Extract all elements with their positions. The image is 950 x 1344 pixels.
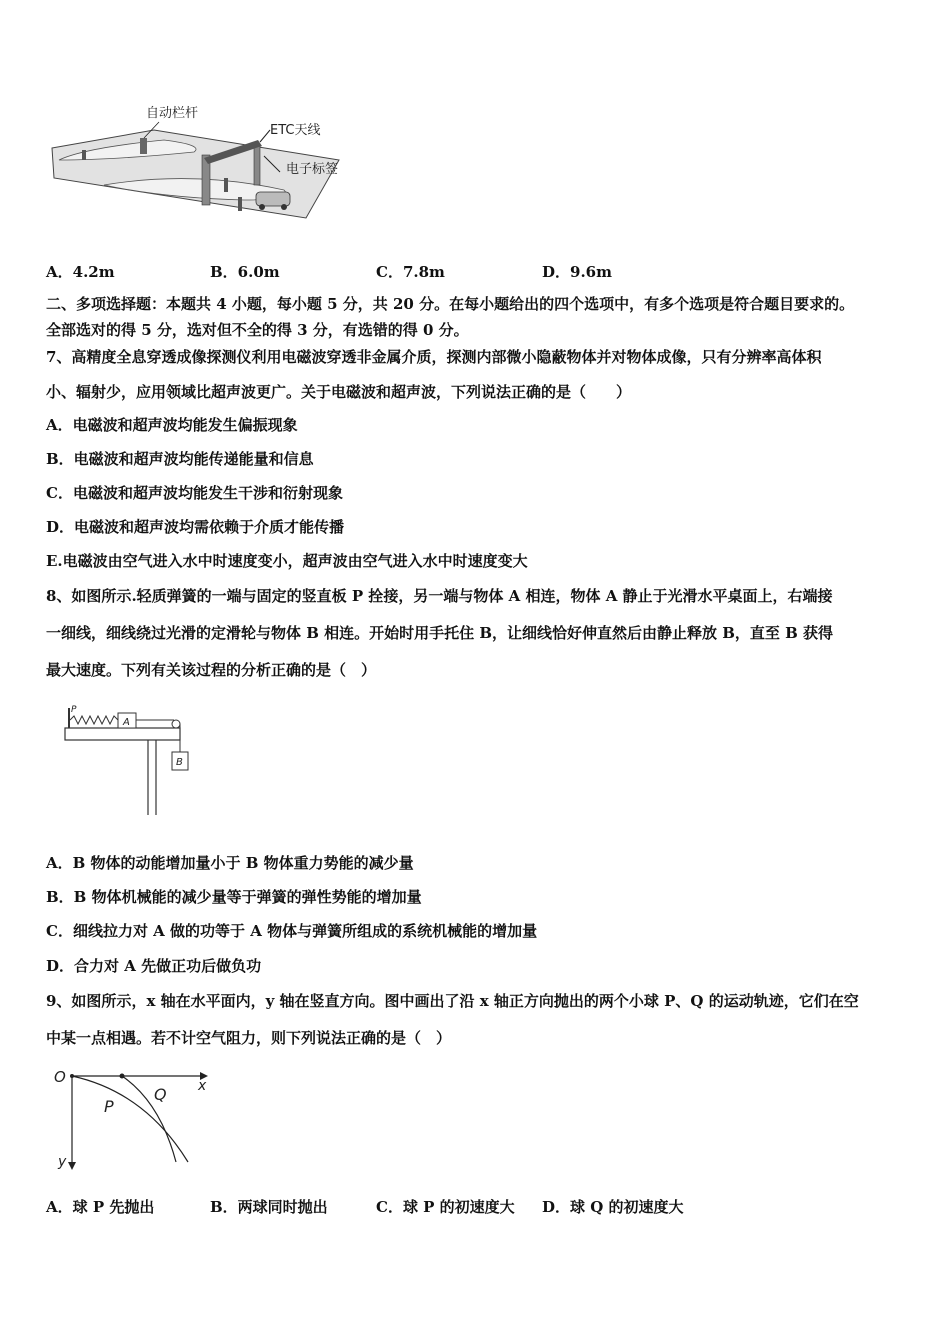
label-x: x [198,1078,207,1094]
q6-option-c: C．7.8m [376,263,445,281]
q7-option-b: B．电磁波和超声波均能传递能量和信息 [46,450,314,468]
label-p: P [71,705,77,715]
q9-option-d: D．球 Q 的初速度大 [542,1198,684,1216]
trajectory-p [72,1076,188,1162]
q8-stem-line2: 一细线，细线绕过光滑的定滑轮与物体 B 相连。开始时用手托住 B，让细线恰好伸直然后由静止释放 B，直至 B 获得 [46,624,834,642]
q9-option-a: A．球 P 先抛出 [46,1198,155,1216]
label-b: B [176,757,183,768]
q7-option-e: E.电磁波由空气进入水中时速度变小，超声波由空气进入水中时速度变大 [46,552,528,570]
label-a: A [123,717,130,728]
q6-option-b: B．6.0m [210,263,280,281]
label-antenna: ETC天线 [270,123,321,138]
q8-option-c: C．细线拉力对 A 做的功等于 A 物体与弹簧所组成的系统机械能的增加量 [46,922,538,940]
etc-toll-figure [44,100,344,220]
q-start-point [120,1074,125,1079]
q6-option-d: D．9.6m [542,263,612,281]
q7-option-d: D．电磁波和超声波均需依赖于介质才能传播 [46,518,345,536]
spring-pulley-figure [60,700,200,820]
q7-stem-line2: 小、辐射少，应用领域比超声波更广。关于电磁波和超声波，下列说法正确的是（ ） [46,383,632,401]
q7-option-c: C．电磁波和超声波均能发生干涉和衍射现象 [46,484,343,502]
label-barrier: 自动栏杆 [146,106,199,121]
q8-stem-line1: 8、如图所示.轻质弹簧的一端与固定的竖直板 P 拴接，另一端与物体 A 相连，物体 A 静止于光滑水平桌面上，右端接 [46,587,833,605]
trajectory-q [122,1076,176,1162]
label-y: y [58,1154,67,1170]
q8-stem-line3: 最大速度。下列有关该过程的分析正确的是（ ） [46,661,377,679]
projectile-figure [50,1062,220,1174]
q9-stem-line1: 9、如图所示，x 轴在水平面内，y 轴在竖直方向。图中画出了沿 x 轴正方向抛出的两个小球 P、Q 的运动轨迹，它们在空 [46,992,859,1010]
q8-option-d: D．合力对 A 先做正功后做负功 [46,957,262,975]
label-traj-p: P [104,1097,114,1116]
q9-stem-line2: 中某一点相遇。若不计空气阻力，则下列说法正确的是（ ） [46,1029,452,1047]
q6-option-a: A．4.2m [46,263,115,281]
q9-option-c: C．球 P 的初速度大 [376,1198,515,1216]
car [256,192,290,206]
origin-point [70,1074,74,1078]
label-o: O [54,1068,66,1086]
table-top [65,728,180,740]
spring [70,716,118,724]
section2-line2: 全部选对的得 5 分，选对但不全的得 3 分，有选错的得 0 分。 [46,321,469,339]
q7-stem-line1: 7、高精度全息穿透成像探测仪利用电磁波穿透非金属介质，探测内部微小隐蔽物体并对物体成像，只有分辨率高体积 [46,348,822,366]
label-traj-q: Q [154,1085,167,1104]
q8-option-a: A．B 物体的动能增加量小于 B 物体重力势能的减少量 [46,854,414,872]
q8-option-b: B．B 物体机械能的减少量等于弹簧的弹性势能的增加量 [46,888,422,906]
section2-line1: 二、多项选择题：本题共 4 小题，每小题 5 分，共 20 分。在每小题给出的四个选项中，有多个选项是符合题目要求的。 [46,295,855,313]
pulley [172,720,180,728]
q9-option-b: B．两球同时抛出 [210,1198,328,1216]
q7-option-a: A．电磁波和超声波均能发生偏振现象 [46,416,298,434]
gantry-right-pillar [254,145,260,185]
barrier-post [140,138,147,154]
label-tag: 电子标签 [286,162,339,177]
